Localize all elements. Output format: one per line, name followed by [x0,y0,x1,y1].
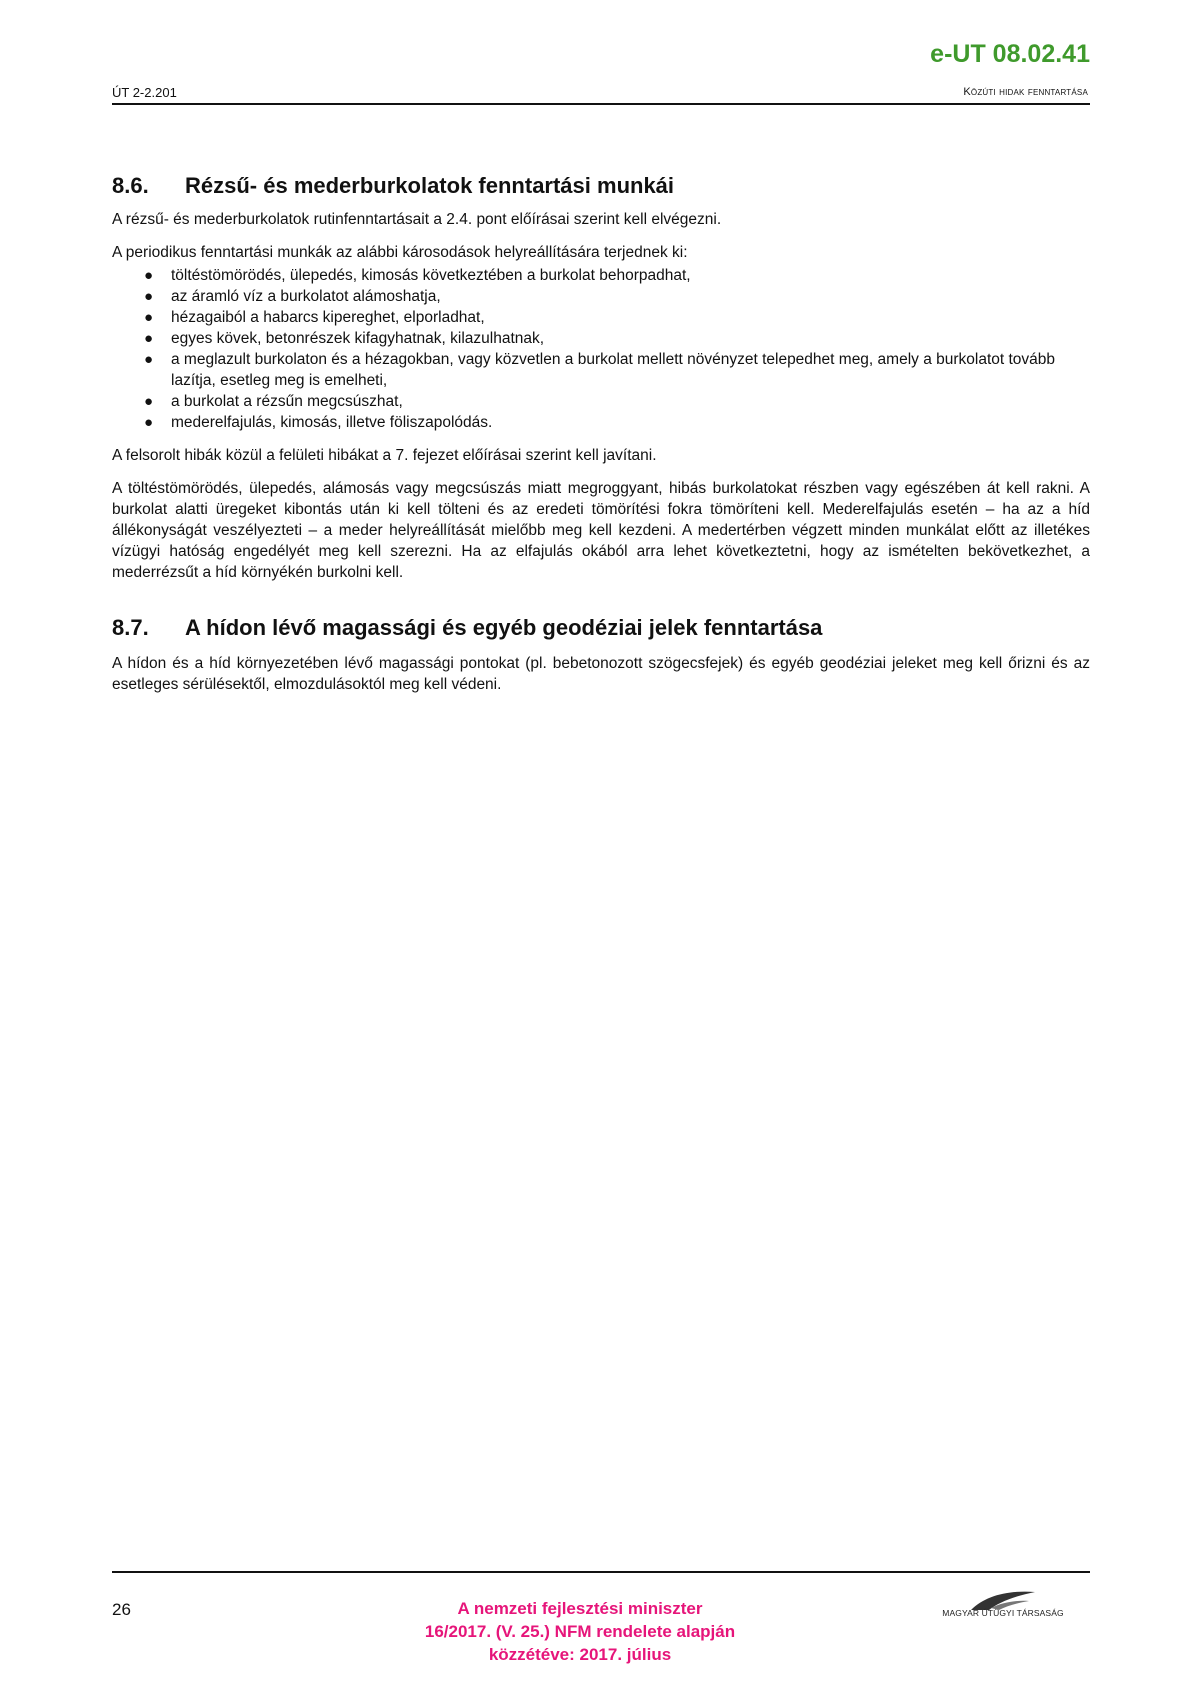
bullet-icon: ● [144,414,154,431]
list-item [112,307,1090,328]
list-item-text: mederelfajulás, kimosás, illetve föliszapolódás. [171,414,493,431]
section-heading-8-7 [112,615,1090,641]
page-content [112,173,1090,695]
publisher-logo [918,1588,1088,1618]
section-number: 8.6. [112,173,149,198]
section-heading-8-6 [112,173,1090,199]
list-item-text: a meglazult burkolaton és a hézagokban, vagy közvetlen a burkolat mellett növényzet telepedhet meg, amely a burkolatot tovább lazítja, esetleg meg is emelheti, [171,351,1056,389]
paragraph: A felsorolt hibák közül a felületi hibákat a 7. fejezet előírásai szerint kell javítani. [112,447,657,464]
list-item-text: töltéstömörödés, ülepedés, kimosás következtében a burkolat behorpadhat, [171,267,691,284]
list-item [112,391,1090,412]
header-divider [112,103,1090,105]
publisher-name: MAGYAR ÚTÜGYI TÁRSASÁG [942,1608,1064,1618]
paragraph: A hídon és a híd környezetében lévő magassági pontokat (pl. bebetonozott szögecsfejek) és egyéb geodéziai jeleket meg kell őrizni és az esetleges sérülésektől, elmozdulásoktól meg kell védeni. [112,655,1090,693]
bullet-icon: ● [144,267,154,284]
section-title: Rézsű- és mederburkolatok fenntartási munkái [185,173,675,198]
page-number: 26 [112,1600,131,1619]
publication-line: közzétéve: 2017. július [488,1645,672,1664]
footer-divider [112,1571,1090,1573]
list-item-text: a burkolat a rézsűn megcsúszhat, [171,393,403,410]
list-item [112,412,1090,433]
publication-line: A nemzeti fejlesztési miniszter [457,1599,703,1618]
bullet-icon: ● [144,288,154,305]
section-number: 8.7. [112,615,149,640]
section-title: A hídon lévő magassági és egyéb geodéziai jelek fenntartása [185,615,823,640]
paragraph: A töltéstömörödés, ülepedés, alámosás vagy megcsúszás miatt megroggyant, hibás burkolatokat részben vagy egészében át kell rakni. A burkolat alatti üregeket kibontás után ki kell tölteni és az eredeti tömörítési fokra tömöríteni kell. Mederelfajulás esetén – ha az a híd állékonyságát veszélyezteti – a meder helyreállítását mielőbb meg kell kezdeni. A medertérben végzett minden munkálat előtt az illetékes vízügyi hatóság engedélyét meg kell szerezni. Ha az elfajulás okából arra lehet következtetni, hogy az ismételten bekövetkezhet, a mederrézsűt a híd környékén burkolni kell. [112,480,1090,581]
paragraph: A periodikus fenntartási munkák az alábbi károsodások helyreállítására terjednek ki: [112,244,688,261]
running-title: Közúti hidak fenntartása [963,86,1088,98]
list-item [112,286,1090,307]
document-code: e-UT 08.02.41 [930,40,1090,68]
list-item-text: az áramló víz a burkolatot alámoshatja, [171,288,441,305]
damage-list [112,265,1090,433]
list-item [112,265,1090,286]
bullet-icon: ● [144,351,154,368]
standard-id: ÚT 2-2.201 [112,85,177,100]
bullet-icon: ● [144,330,154,347]
paragraph: A rézsű- és mederburkolatok rutinfenntartásait a 2.4. pont előírásai szerint kell elvégezni. [112,211,722,228]
list-item-text: hézagaiból a habarcs kipereghet, elporladhat, [171,309,485,326]
list-item [112,349,1090,391]
publication-note [350,1597,810,1666]
bullet-icon: ● [144,393,154,410]
list-item [112,328,1090,349]
list-item-text: egyes kövek, betonrészek kifagyhatnak, kilazulhatnak, [171,330,545,347]
publication-line: 16/2017. (V. 25.) NFM rendelete alapján [424,1622,736,1641]
bullet-icon: ● [144,309,154,326]
